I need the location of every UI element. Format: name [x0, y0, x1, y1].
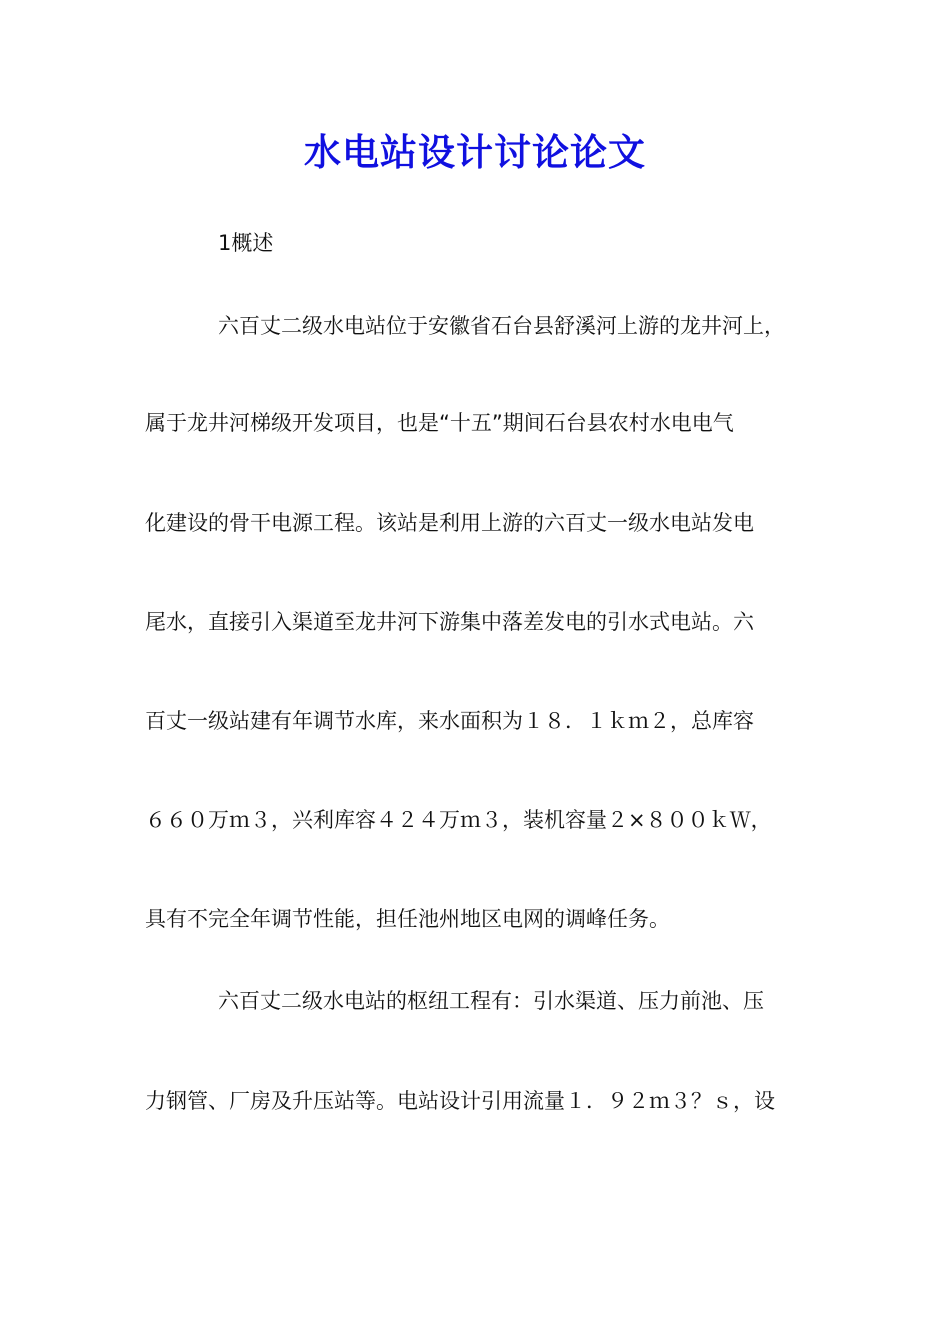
paragraph-line: 化建设的骨干电源工程。该站是利用上游的六百丈一级水电站发电: [145, 511, 754, 535]
paragraph-line: 属于龙井河梯级开发项目，也是“十五”期间石台县农村水电电气: [145, 411, 734, 435]
paragraph-line: 力钢管、厂房及升压站等。电站设计引用流量１．９２ｍ３？ｓ，设: [145, 1089, 775, 1113]
paragraph-line: 六百丈二级水电站位于安徽省石台县舒溪河上游的龙井河上，: [218, 314, 785, 338]
document-title: 水电站设计讨论论文: [304, 130, 646, 174]
paragraph-line: 百丈一级站建有年调节水库，来水面积为１８．１ｋｍ２，总库容: [145, 709, 754, 733]
paragraph-line: ６６０万ｍ３，兴利库容４２４万ｍ３，装机容量２×８００ｋＷ，: [145, 808, 772, 832]
section-heading: 1概述: [218, 231, 274, 255]
paragraph-line: 六百丈二级水电站的枢纽工程有：引水渠道、压力前池、压: [218, 989, 764, 1013]
paragraph-line: 尾水，直接引入渠道至龙井河下游集中落差发电的引水式电站。六: [145, 610, 754, 634]
paragraph-line: 具有不完全年调节性能，担任池州地区电网的调峰任务。: [145, 907, 670, 931]
